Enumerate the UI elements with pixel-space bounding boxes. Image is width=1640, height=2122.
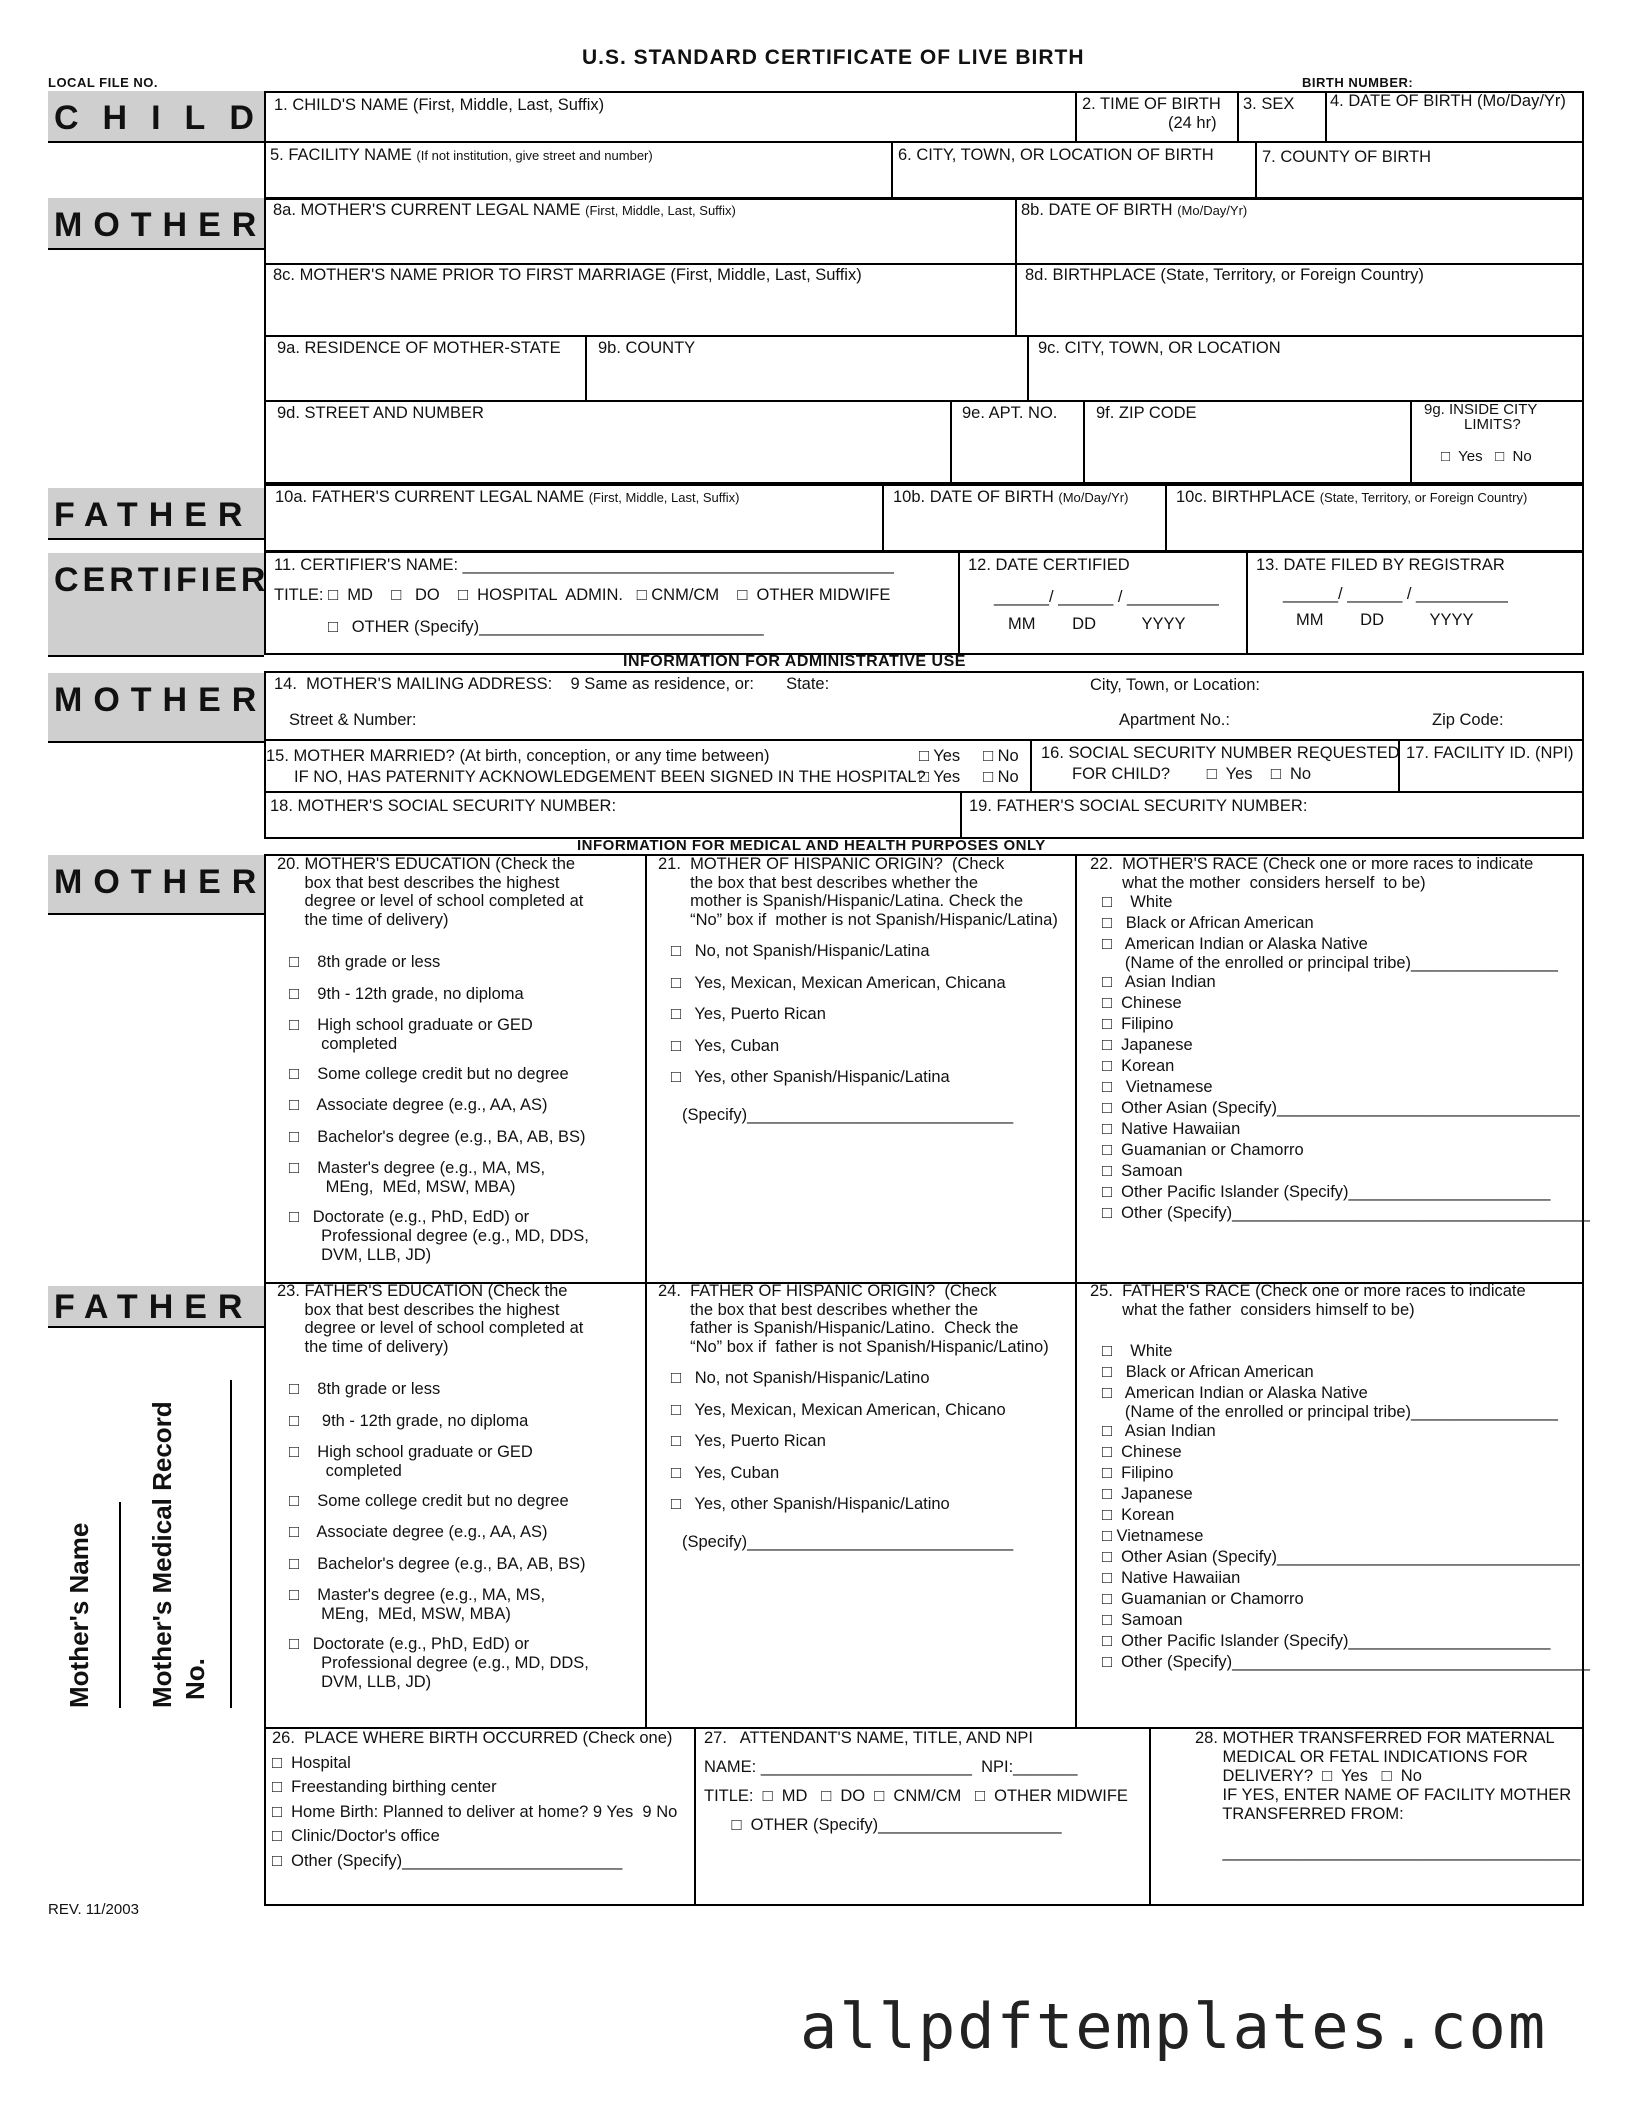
- attendant-line-1[interactable]: NAME: _______________________ NPI:_______: [704, 1758, 1078, 1776]
- mothers-name-label: Mother's Name: [64, 1522, 94, 1708]
- section-child: CHILD: [48, 91, 264, 143]
- section-father-medical: FATHER: [48, 1286, 264, 1328]
- father-birthplace-hint: (State, Territory, or Foreign Country): [1319, 490, 1528, 505]
- date-certified-label: 12. DATE CERTIFIED: [968, 556, 1130, 574]
- medical-record-no-label: No.: [180, 1658, 210, 1700]
- father-race-option-9[interactable]: □ Other Asian (Specify)_________________________________: [1102, 1548, 1580, 1566]
- father-hispanic-option-1[interactable]: □ Yes, Mexican, Mexican American, Chicano: [671, 1400, 1006, 1419]
- mother-legal-name-text: 8a. MOTHER'S CURRENT LEGAL NAME: [273, 201, 581, 219]
- father-education-option-7[interactable]: □ Doctorate (e.g., PhD, EdD) or Professional degree (e.g., MD, DDS, DVM, LLB, JD): [289, 1634, 589, 1691]
- father-education-option-1[interactable]: □ 9th - 12th grade, no diploma: [289, 1411, 529, 1430]
- mother-legal-name-label: [273, 201, 736, 220]
- attendant-line-0[interactable]: 27. ATTENDANT'S NAME, TITLE, AND NPI: [704, 1729, 1033, 1747]
- place-of-birth-line-5[interactable]: □ Other (Specify)________________________: [272, 1851, 623, 1870]
- facility-id-label: 17. FACILITY ID. (NPI): [1406, 744, 1574, 762]
- father-legal-name-text: 10a. FATHER'S CURRENT LEGAL NAME: [275, 488, 585, 506]
- transfer-line-0: 28. MOTHER TRANSFERRED FOR MATERNAL: [1195, 1729, 1555, 1747]
- mother-education-option-3[interactable]: □ Some college credit but no degree: [289, 1064, 569, 1083]
- mother-dob-hint: (Mo/Day/Yr): [1177, 203, 1248, 218]
- mailing-city-label: City, Town, or Location:: [1090, 676, 1260, 694]
- mailing-street-label: Street & Number:: [289, 711, 417, 729]
- father-race-option-5[interactable]: □ Filipino: [1102, 1464, 1174, 1482]
- date-certified-blanks[interactable]: ______/ ______ / __________: [994, 588, 1219, 606]
- mother-hispanic-option-1[interactable]: □ Yes, Mexican, Mexican American, Chicana: [671, 973, 1006, 992]
- father-dob-label: [893, 488, 1128, 507]
- father-race-option-3[interactable]: □ Asian Indian: [1102, 1422, 1216, 1440]
- paternity-label: IF NO, HAS PATERNITY ACKNOWLEDGEMENT BEEN SIGNED IN THE HOSPITAL?: [294, 768, 926, 786]
- birth-number-label: BIRTH NUMBER:: [1302, 75, 1414, 90]
- transfer-line-1: MEDICAL OR FETAL INDICATIONS FOR: [1195, 1748, 1528, 1766]
- mailing-apartment-label: Apartment No.:: [1119, 711, 1230, 729]
- place-of-birth-line-4[interactable]: □ Clinic/Doctor's office: [272, 1827, 440, 1845]
- date-certified-format: MM DD YYYY: [1008, 615, 1186, 633]
- mother-race-option-4[interactable]: □ Chinese: [1102, 994, 1182, 1012]
- section-mother-admin: MOTHER: [48, 673, 264, 743]
- mother-race-option-9[interactable]: □ Other Asian (Specify)_________________________________: [1102, 1099, 1580, 1117]
- mother-race-option-3[interactable]: □ Asian Indian: [1102, 973, 1216, 991]
- father-race-option-10[interactable]: □ Native Hawaiian: [1102, 1569, 1241, 1587]
- father-hispanic-heading-line-2: father is Spanish/Hispanic/Latino. Check the: [658, 1319, 1019, 1337]
- father-hispanic-heading-line-1: the box that best describes whether the: [658, 1300, 979, 1319]
- mother-education-option-5[interactable]: □ Bachelor's degree (e.g., BA, AB, BS): [289, 1127, 586, 1146]
- father-education-heading-line-2: degree or level of school completed at: [277, 1319, 584, 1337]
- mother-education-heading-line-1: box that best describes the highest: [277, 873, 560, 892]
- mother-hispanic-heading-line-0: 21. MOTHER OF HISPANIC ORIGIN? (Check: [658, 855, 1005, 873]
- zip-code-label: 9f. ZIP CODE: [1096, 404, 1197, 422]
- residence-state-label: 9a. RESIDENCE OF MOTHER-STATE: [277, 339, 561, 357]
- mother-hispanic-option-0[interactable]: □ No, not Spanish/Hispanic/Latina: [671, 942, 930, 960]
- mother-race-option-8[interactable]: □ Vietnamese: [1102, 1078, 1213, 1096]
- father-education-heading-line-0: 23. FATHER'S EDUCATION (Check the: [277, 1282, 568, 1300]
- father-hispanic-option-4[interactable]: □ Yes, other Spanish/Hispanic/Latino: [671, 1495, 950, 1513]
- mother-race-heading-line-0: 22. MOTHER'S RACE (Check one or more races to indicate: [1090, 855, 1534, 873]
- section-mother: MOTHER: [48, 198, 264, 250]
- father-race-option-11[interactable]: □ Guamanian or Chamorro: [1102, 1590, 1304, 1608]
- transfer-line-4: TRANSFERRED FROM:: [1195, 1805, 1404, 1823]
- mother-married-label: 15. MOTHER MARRIED? (At birth, conception, or any time between): [266, 747, 770, 765]
- inside-city-label-2: LIMITS?: [1464, 416, 1521, 433]
- mothers-name-line: [119, 1502, 121, 1708]
- attendant-line-2[interactable]: TITLE: □ MD □ DO □ CNM/CM □ OTHER MIDWIFE: [704, 1787, 1128, 1805]
- father-race-option-1[interactable]: □ Black or African American: [1102, 1363, 1314, 1381]
- mother-education-option-7[interactable]: □ Doctorate (e.g., PhD, EdD) or Professional degree (e.g., MD, DDS, DVM, LLB, JD): [289, 1207, 589, 1264]
- father-legal-name-label: [275, 488, 739, 507]
- medical-record-label: Mother's Medical Record: [147, 1401, 177, 1708]
- father-race-option-8[interactable]: □ Vietnamese: [1102, 1527, 1204, 1545]
- apt-no-label: 9e. APT. NO.: [962, 404, 1058, 422]
- mother-hispanic-option-4[interactable]: □ Yes, other Spanish/Hispanic/Latina: [671, 1068, 950, 1086]
- mother-ssn-label: 18. MOTHER'S SOCIAL SECURITY NUMBER:: [270, 797, 617, 815]
- place-of-birth-line-3[interactable]: □ Home Birth: Planned to deliver at home? 9 Yes 9 No: [272, 1802, 678, 1821]
- mother-hispanic-heading-line-2: mother is Spanish/Hispanic/Latina. Check the: [658, 892, 1024, 910]
- place-of-birth-line-0[interactable]: 26. PLACE WHERE BIRTH OCCURRED (Check one): [272, 1729, 673, 1747]
- father-ssn-label: 19. FATHER'S SOCIAL SECURITY NUMBER:: [969, 797, 1308, 815]
- inside-city-label: 9g. INSIDE CITY: [1424, 401, 1538, 418]
- facility-name-text: 5. FACILITY NAME: [270, 146, 412, 164]
- mailing-address-label: 14. MOTHER'S MAILING ADDRESS: 9 Same as residence, or: State:: [274, 675, 830, 693]
- mother-education-heading-line-0: 20. MOTHER'S EDUCATION (Check the: [277, 855, 576, 873]
- father-dob-hint: (Mo/Day/Yr): [1058, 490, 1129, 505]
- mother-race-heading-line-1: what the mother considers herself to be): [1090, 873, 1426, 892]
- residence-county-label: 9b. COUNTY: [598, 339, 696, 357]
- father-education-option-5[interactable]: □ Bachelor's degree (e.g., BA, AB, BS): [289, 1554, 586, 1573]
- form-title: U.S. STANDARD CERTIFICATE OF LIVE BIRTH: [582, 46, 1085, 69]
- facility-name-hint: (If not institution, give street and number): [416, 148, 653, 163]
- mother-dob-text: 8b. DATE OF BIRTH: [1021, 201, 1173, 219]
- father-education-heading-line-3: the time of delivery): [277, 1337, 449, 1356]
- certifier-name-label: 11. CERTIFIER'S NAME: _______________________________________________: [274, 556, 894, 574]
- father-education-option-2[interactable]: □ High school graduate or GED completed: [289, 1443, 533, 1480]
- mother-race-option-12[interactable]: □ Samoan: [1102, 1162, 1183, 1180]
- father-birthplace-text: 10c. BIRTHPLACE: [1176, 488, 1316, 506]
- city-of-birth-label: 6. CITY, TOWN, OR LOCATION OF BIRTH: [898, 146, 1214, 164]
- local-file-label: LOCAL FILE NO.: [48, 75, 159, 90]
- father-dob-text: 10b. DATE OF BIRTH: [893, 488, 1054, 506]
- mother-hispanic-heading-line-3: “No” box if mother is not Spanish/Hispanic/Latina): [658, 910, 1058, 929]
- father-race-option-6[interactable]: □ Japanese: [1102, 1485, 1193, 1503]
- father-hispanic-heading-line-3: “No” box if father is not Spanish/Hispanic/Latino): [658, 1337, 1049, 1356]
- mother-education-option-2[interactable]: □ High school graduate or GED completed: [289, 1016, 533, 1053]
- mother-hispanic-option-3[interactable]: □ Yes, Cuban: [671, 1036, 780, 1055]
- attendant-line-3[interactable]: □ OTHER (Specify)____________________: [704, 1816, 1062, 1834]
- ssn-requested-label: 16. SOCIAL SECURITY NUMBER REQUESTED: [1041, 744, 1400, 762]
- father-education-option-3[interactable]: □ Some college credit but no degree: [289, 1491, 569, 1510]
- father-race-option-14[interactable]: □ Other (Specify)_______________________________________: [1102, 1653, 1590, 1671]
- transfer-line-2: DELIVERY? □ Yes □ No: [1195, 1767, 1422, 1785]
- father-race-option-13[interactable]: □ Other Pacific Islander (Specify)______________________: [1102, 1632, 1551, 1650]
- father-race-heading-line-0: 25. FATHER'S RACE (Check one or more races to indicate: [1090, 1282, 1526, 1300]
- sex-label: 3. SEX: [1243, 95, 1295, 113]
- transfer-line-3: IF YES, ENTER NAME OF FACILITY MOTHER: [1195, 1786, 1572, 1804]
- mother-race-option-13[interactable]: □ Other Pacific Islander (Specify)______________________: [1102, 1183, 1551, 1201]
- father-education-option-4[interactable]: □ Associate degree (e.g., AA, AS): [289, 1523, 548, 1541]
- mother-birthplace-label: 8d. BIRTHPLACE (State, Territory, or Foreign Country): [1025, 266, 1424, 284]
- certifier-title-options[interactable]: TITLE: □ MD □ DO □ HOSPITAL ADMIN. □ CNM/CM □ OTHER MIDWIFE: [274, 586, 891, 604]
- medical-banner: INFORMATION FOR MEDICAL AND HEALTH PURPOSES ONLY: [577, 837, 1046, 854]
- father-race-option-7[interactable]: □ Korean: [1102, 1506, 1175, 1524]
- mother-education-heading-line-2: degree or level of school completed at: [277, 892, 584, 910]
- mother-race-option-1[interactable]: □ Black or African American: [1102, 914, 1314, 932]
- mother-education-option-1[interactable]: □ 9th - 12th grade, no diploma: [289, 984, 524, 1003]
- place-of-birth-line-2[interactable]: □ Freestanding birthing center: [272, 1778, 497, 1796]
- mother-education-option-0[interactable]: □ 8th grade or less: [289, 953, 441, 971]
- mother-prior-name-label: 8c. MOTHER'S NAME PRIOR TO FIRST MARRIAGE (First, Middle, Last, Suffix): [273, 266, 862, 284]
- date-of-birth-label: 4. DATE OF BIRTH (Mo/Day/Yr): [1330, 92, 1566, 110]
- father-legal-name-hint: (First, Middle, Last, Suffix): [588, 490, 740, 505]
- father-hispanic-option-2[interactable]: □ Yes, Puerto Rican: [671, 1432, 826, 1450]
- admin-banner: INFORMATION FOR ADMINISTRATIVE USE: [623, 653, 966, 670]
- child-name-label: 1. CHILD'S NAME (First, Middle, Last, Suffix): [274, 96, 605, 114]
- father-race-option-4[interactable]: □ Chinese: [1102, 1443, 1182, 1461]
- medical-record-line: [230, 1380, 232, 1708]
- certifier-other-specify[interactable]: □ OTHER (Specify)_______________________________: [328, 618, 764, 636]
- mother-race-option-5[interactable]: □ Filipino: [1102, 1015, 1174, 1033]
- father-education-option-0[interactable]: □ 8th grade or less: [289, 1380, 441, 1398]
- street-number-label: 9d. STREET AND NUMBER: [277, 404, 484, 422]
- mother-race-option-0[interactable]: □ White: [1102, 893, 1173, 911]
- mother-race-option-11[interactable]: □ Guamanian or Chamorro: [1102, 1141, 1304, 1159]
- father-hispanic-option-0[interactable]: □ No, not Spanish/Hispanic/Latino: [671, 1369, 930, 1387]
- mother-married-options[interactable]: □ Yes □ No: [919, 747, 1019, 765]
- time-of-birth-unit: (24 hr): [1168, 114, 1217, 132]
- father-hispanic-specify[interactable]: (Specify)_____________________________: [682, 1533, 1014, 1551]
- mother-dob-label: [1021, 201, 1247, 220]
- revision-label: REV. 11/2003: [48, 1901, 139, 1918]
- date-filed-format: MM DD YYYY: [1296, 611, 1474, 629]
- father-hispanic-option-3[interactable]: □ Yes, Cuban: [671, 1463, 780, 1482]
- mother-race-option-14[interactable]: □ Other (Specify)_______________________________________: [1102, 1204, 1590, 1222]
- mother-legal-name-hint: (First, Middle, Last, Suffix): [585, 203, 736, 218]
- section-mother-medical: MOTHER: [48, 855, 264, 915]
- section-certifier: CERTIFIER: [48, 553, 264, 657]
- time-of-birth-label: 2. TIME OF BIRTH: [1082, 95, 1221, 113]
- facility-name-label: [270, 146, 653, 165]
- mailing-zip-label: Zip Code:: [1432, 711, 1504, 729]
- mother-race-option-2[interactable]: □ American Indian or Alaska Native (Name of the enrolled or principal tribe)________________: [1102, 935, 1558, 972]
- mother-hispanic-option-2[interactable]: □ Yes, Puerto Rican: [671, 1005, 826, 1023]
- ssn-requested-options[interactable]: FOR CHILD? □ Yes □ No: [1072, 765, 1312, 783]
- father-hispanic-heading-line-0: 24. FATHER OF HISPANIC ORIGIN? (Check: [658, 1282, 997, 1300]
- mother-race-option-7[interactable]: □ Korean: [1102, 1057, 1175, 1075]
- father-race-option-2[interactable]: □ American Indian or Alaska Native (Name of the enrolled or principal tribe)________________: [1102, 1384, 1558, 1421]
- mother-education-heading-line-3: the time of delivery): [277, 910, 449, 929]
- father-education-option-6[interactable]: □ Master's degree (e.g., MA, MS, MEng, MEd, MSW, MBA): [289, 1586, 546, 1623]
- county-of-birth-label: 7. COUNTY OF BIRTH: [1262, 148, 1431, 166]
- father-race-heading-line-1: what the father considers himself to be): [1090, 1300, 1415, 1319]
- father-race-option-0[interactable]: □ White: [1102, 1342, 1173, 1360]
- paternity-options[interactable]: □ Yes □ No: [919, 768, 1019, 786]
- father-race-option-12[interactable]: □ Samoan: [1102, 1611, 1183, 1629]
- section-father: FATHER: [48, 488, 264, 540]
- residence-city-label: 9c. CITY, TOWN, OR LOCATION: [1038, 339, 1281, 357]
- mother-hispanic-specify[interactable]: (Specify)_____________________________: [682, 1106, 1014, 1124]
- mother-hispanic-heading-line-1: the box that best describes whether the: [658, 873, 979, 892]
- father-birthplace-label: [1176, 488, 1527, 507]
- father-education-heading-line-1: box that best describes the highest: [277, 1300, 560, 1319]
- place-of-birth-line-1[interactable]: □ Hospital: [272, 1753, 351, 1772]
- transfer-line-6: _______________________________________: [1195, 1843, 1581, 1861]
- watermark: allpdftemplates.com: [800, 1990, 1548, 2063]
- mother-education-option-4[interactable]: □ Associate degree (e.g., AA, AS): [289, 1096, 548, 1114]
- mother-race-option-10[interactable]: □ Native Hawaiian: [1102, 1120, 1241, 1138]
- mother-race-option-6[interactable]: □ Japanese: [1102, 1036, 1193, 1054]
- date-filed-label: 13. DATE FILED BY REGISTRAR: [1256, 556, 1505, 574]
- mother-education-option-6[interactable]: □ Master's degree (e.g., MA, MS, MEng, MEd, MSW, MBA): [289, 1159, 546, 1196]
- date-filed-blanks[interactable]: ______/ ______ / __________: [1283, 585, 1508, 603]
- inside-city-options[interactable]: □ Yes □ No: [1441, 448, 1532, 465]
